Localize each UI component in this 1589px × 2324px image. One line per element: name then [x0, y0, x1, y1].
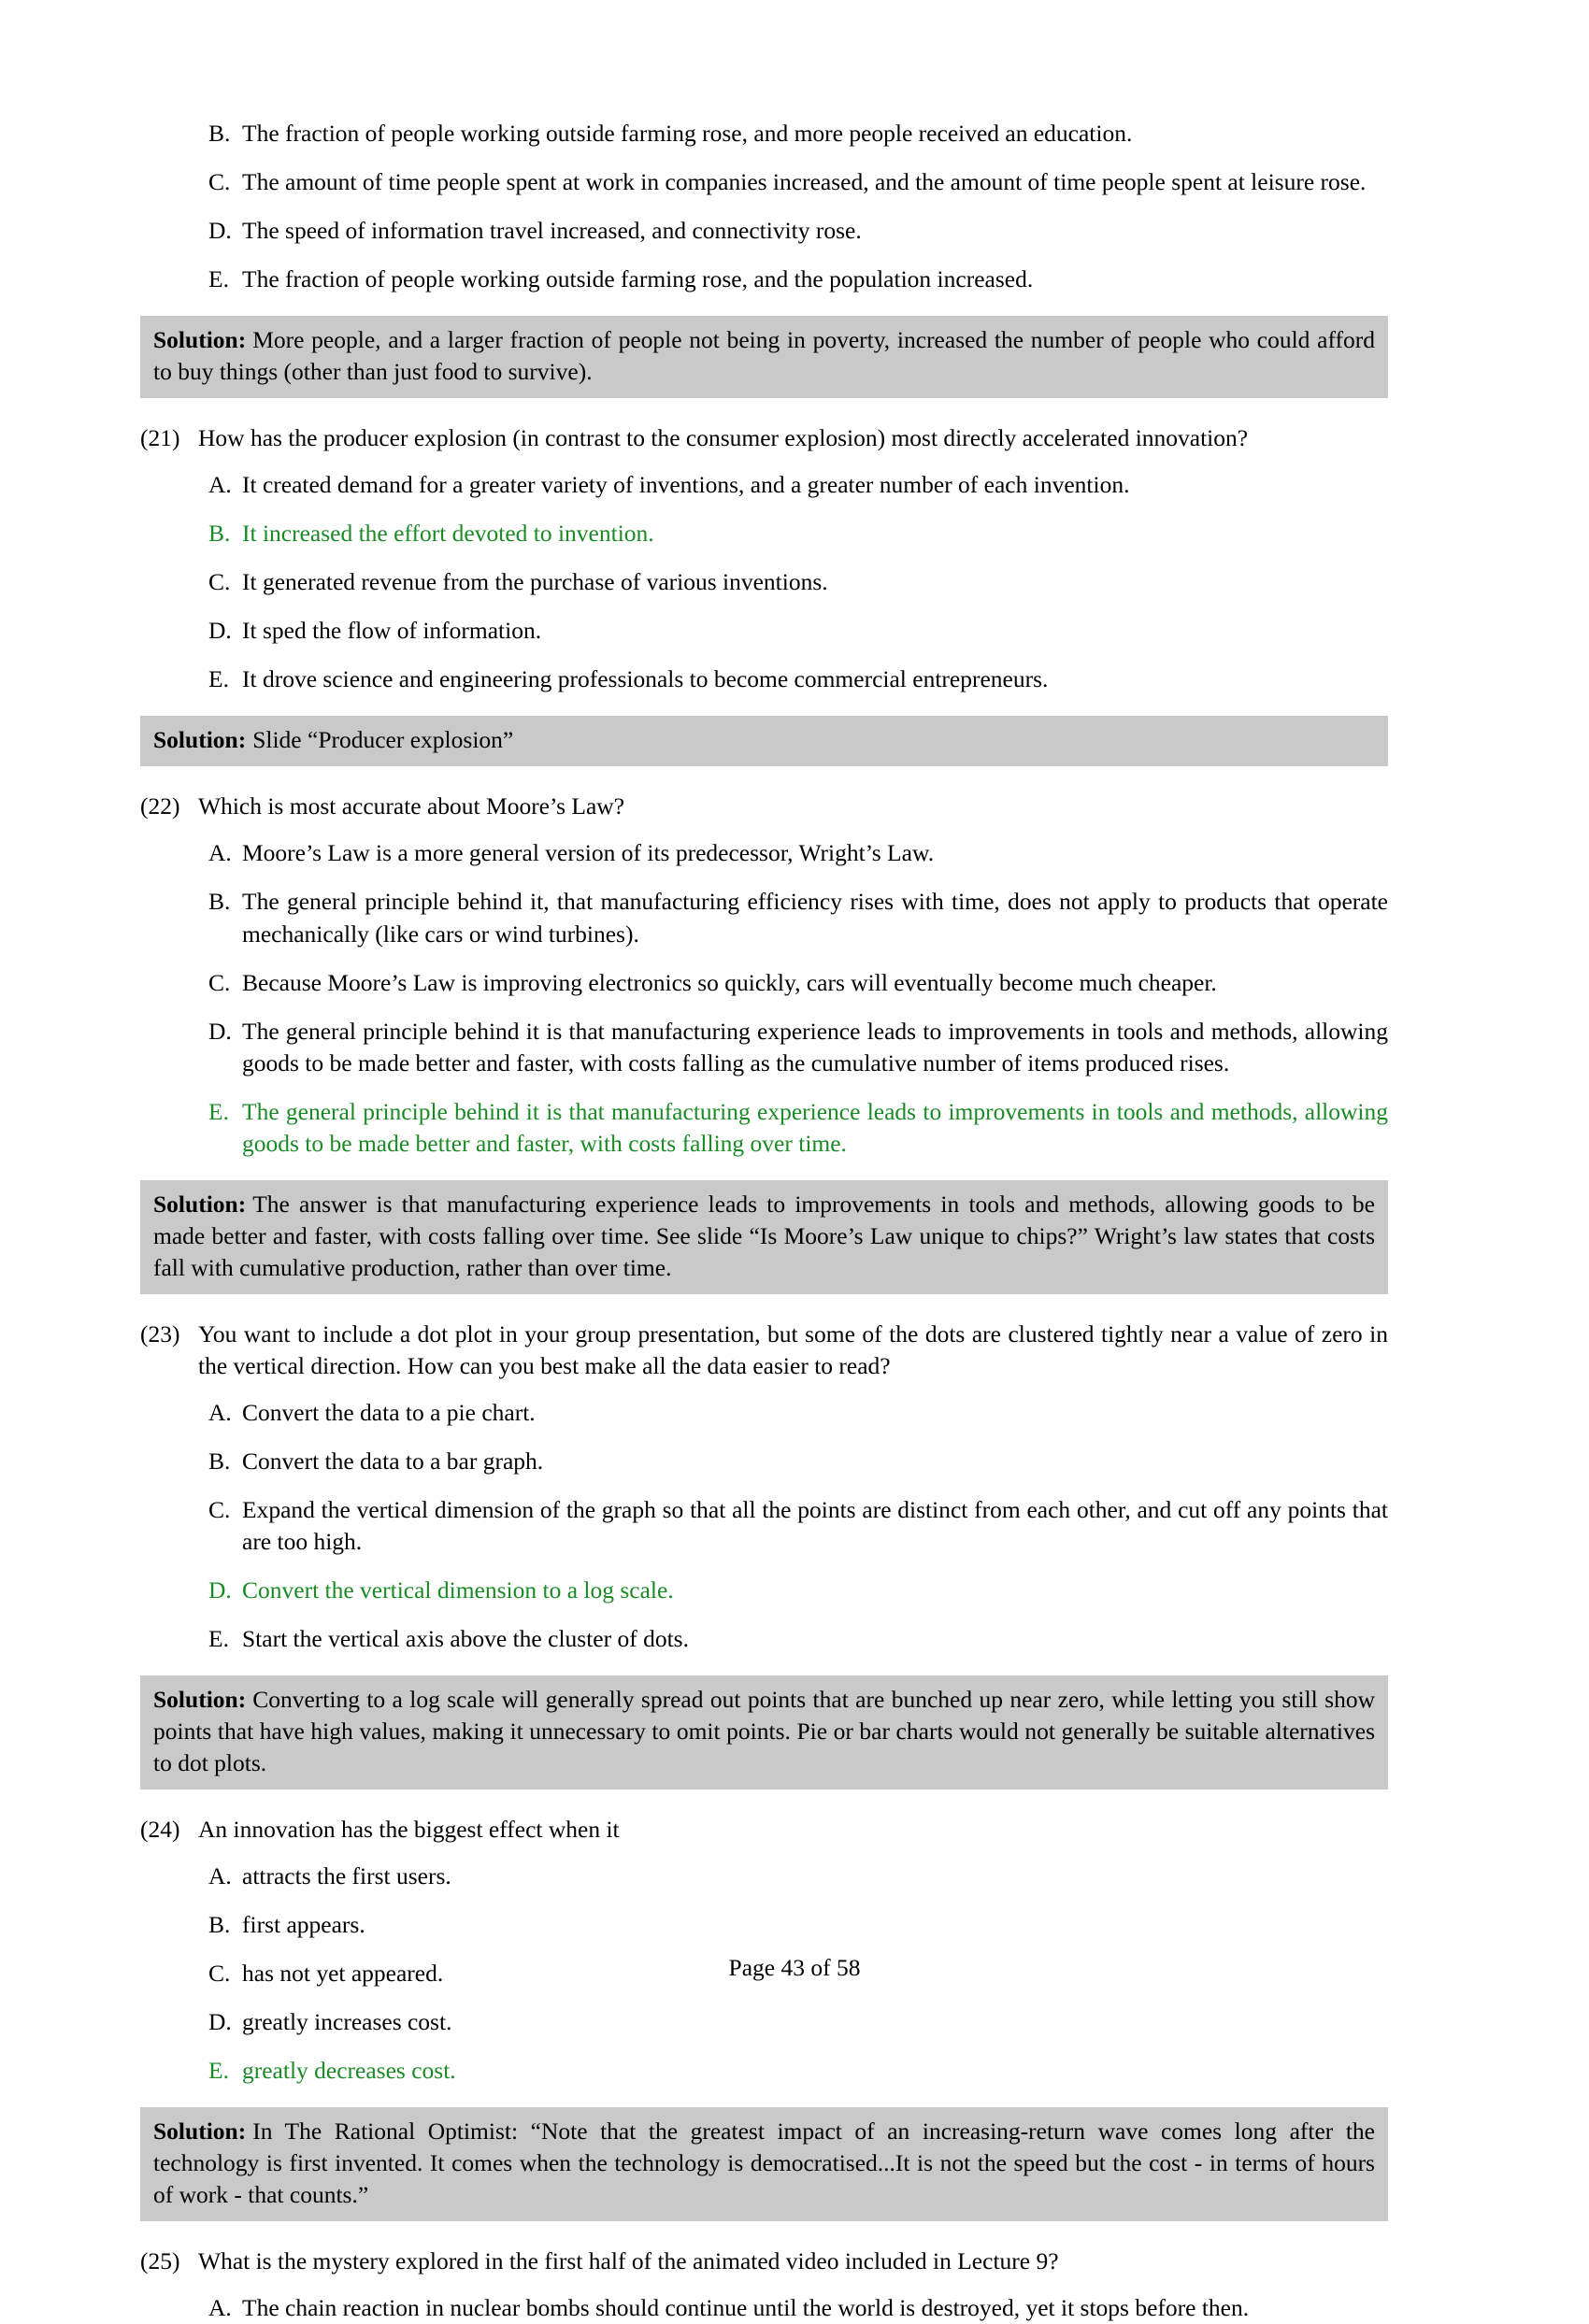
- answer-option[interactable]: [140, 2292, 1388, 2324]
- option-text: Start the vertical axis above the cluster of dots.: [242, 1625, 689, 1652]
- solution-text: Converting to a log scale will generally spread out points that are bunched up near zero, while letting you still show points that have high values, making it unnecessary to omit points. Pie or bar charts would not generally be suitable alternatives to dot plots.: [153, 1686, 1375, 1777]
- answer-option[interactable]: [140, 566, 1388, 598]
- option-text: The speed of information travel increased, and connectivity rose.: [242, 217, 862, 245]
- option-text: greatly decreases cost.: [242, 2057, 456, 2085]
- answer-option[interactable]: [140, 1494, 1388, 1558]
- answer-option[interactable]: [140, 1016, 1388, 1079]
- page-content: [140, 118, 1388, 2324]
- question-block: [140, 1319, 1388, 1789]
- answer-option[interactable]: [140, 2006, 1388, 2038]
- solution-text: In The Rational Optimist: “Note that the greatest impact of an increasing-return wave comes long after the technology is first invented. It comes when the technology is democratised...It is not the speed but the cost - in terms of hours of work - that counts.”: [153, 2117, 1375, 2209]
- solution-label: Solution:: [153, 326, 247, 354]
- option-list: [140, 2292, 1388, 2324]
- option-letter: E.: [208, 265, 229, 293]
- option-text: attracts the first users.: [242, 1862, 451, 1890]
- option-letter: C.: [208, 968, 231, 996]
- option-text: The fraction of people working outside farming rose, and more people received an education.: [242, 120, 1133, 147]
- option-letter: C.: [208, 568, 231, 596]
- question-prompt-row: [140, 1319, 1388, 1382]
- answer-option[interactable]: [140, 1096, 1388, 1160]
- answer-option[interactable]: [140, 1909, 1388, 1941]
- option-letter: D.: [208, 217, 232, 245]
- option-text: The general principle behind it is that manufacturing experience leads to improvements in tools and methods, allowing goods to be made better and faster, with costs falling over time.: [242, 1097, 1388, 1157]
- question-prompt-row: [140, 2246, 1388, 2277]
- option-letter: D.: [208, 1017, 232, 1045]
- question-text: An innovation has the biggest effect when it: [198, 1816, 620, 1844]
- answer-option[interactable]: [140, 469, 1388, 501]
- solution-text: The answer is that manufacturing experience leads to improvements in tools and methods, allowing goods to be made better and faster, with costs falling over time. See slide “Is Moore’s Law unique to chips?” Wright’s law states that costs fall with cumulative production, rather than over time.: [153, 1190, 1375, 1281]
- option-text: Moore’s Law is a more general version of its predecessor, Wright’s Law.: [242, 839, 935, 867]
- answer-option[interactable]: [140, 1861, 1388, 1892]
- option-text: has not yet appeared.: [242, 1960, 444, 1988]
- question-text: How has the producer explosion (in contrast to the consumer explosion) most directly accelerated innovation?: [198, 424, 1249, 452]
- option-text: Because Moore’s Law is improving electronics so quickly, cars will eventually become much cheaper.: [242, 968, 1217, 996]
- answer-option[interactable]: [140, 118, 1388, 150]
- question-text: Which is most accurate about Moore’s Law?: [198, 792, 625, 820]
- option-text: It sped the flow of information.: [242, 617, 542, 645]
- answer-option[interactable]: [140, 615, 1388, 647]
- option-letter: A.: [208, 839, 232, 867]
- option-letter: B.: [208, 520, 231, 548]
- option-text: Expand the vertical dimension of the graph so that all the points are distinct from each other, and cut off any points that are too high.: [242, 1495, 1388, 1555]
- solution-text: More people, and a larger fraction of people not being in poverty, increased the number of people who could afford to buy things (other than just food to survive).: [153, 326, 1375, 386]
- page-footer: Page 43 of 58: [728, 1954, 861, 1982]
- answer-option[interactable]: [140, 1397, 1388, 1429]
- solution-text: Slide “Producer explosion”: [252, 726, 514, 754]
- option-list: [140, 1397, 1388, 1655]
- answer-option[interactable]: [140, 1623, 1388, 1655]
- option-letter: A.: [208, 471, 232, 499]
- answer-option[interactable]: [140, 1575, 1388, 1606]
- solution-box: [140, 316, 1388, 398]
- solution-box: [140, 1180, 1388, 1294]
- option-text: Convert the data to a pie chart.: [242, 1398, 536, 1426]
- option-letter: E.: [208, 1097, 229, 1125]
- option-text: The amount of time people spent at work in companies increased, and the amount of time people spent at leisure rose.: [242, 168, 1367, 196]
- solution-box: [140, 716, 1388, 766]
- question-text: What is the mystery explored in the first half of the animated video included in Lecture 9?: [198, 2247, 1059, 2275]
- answer-option[interactable]: [140, 264, 1388, 295]
- solution-label: Solution:: [153, 1686, 247, 1714]
- option-letter: B.: [208, 1911, 231, 1939]
- question-number: (22): [140, 792, 180, 820]
- option-text: It created demand for a greater variety of inventions, and a greater number of each invention.: [242, 471, 1130, 499]
- option-letter: E.: [208, 1625, 229, 1652]
- option-list: [140, 837, 1388, 1159]
- answer-option[interactable]: [140, 886, 1388, 949]
- solution-box: [140, 2107, 1388, 2221]
- solution-box: [140, 1675, 1388, 1789]
- option-text: greatly increases cost.: [242, 2008, 452, 2036]
- answer-option[interactable]: [140, 1446, 1388, 1477]
- option-letter: B.: [208, 1447, 231, 1475]
- option-letter: A.: [208, 2294, 232, 2322]
- option-letter: B.: [208, 888, 231, 916]
- option-list: [140, 469, 1388, 695]
- solution-label: Solution:: [153, 2117, 247, 2146]
- answer-option[interactable]: [140, 518, 1388, 549]
- question-prompt-row: [140, 791, 1388, 822]
- option-text: It increased the effort devoted to invention.: [242, 520, 654, 548]
- answer-option[interactable]: [140, 166, 1388, 198]
- solution-label: Solution:: [153, 726, 247, 754]
- option-letter: D.: [208, 1575, 232, 1604]
- question-number: (25): [140, 2247, 180, 2275]
- option-letter: C.: [208, 1495, 231, 1523]
- answer-option[interactable]: [140, 215, 1388, 247]
- option-text: The chain reaction in nuclear bombs should continue until the world is destroyed, yet it stops before then.: [242, 2294, 1250, 2322]
- option-text: It generated revenue from the purchase of various inventions.: [242, 568, 828, 596]
- option-letter: D.: [208, 2008, 232, 2036]
- option-text: The general principle behind it, that manufacturing efficiency rises with time, does not apply to products that operate mechanically (like cars or wind turbines).: [242, 888, 1388, 948]
- answer-option[interactable]: [140, 663, 1388, 695]
- option-letter: C.: [208, 1960, 231, 1988]
- question-block: [140, 791, 1388, 1293]
- option-text: Convert the data to a bar graph.: [242, 1447, 544, 1475]
- option-text: The general principle behind it is that manufacturing experience leads to improvements in tools and methods, allowing goods to be made better and faster, with costs falling as the cumulative number of items produced rises.: [242, 1017, 1388, 1076]
- option-text: Convert the vertical dimension to a log scale.: [242, 1575, 674, 1604]
- question-number: (23): [140, 1319, 180, 1347]
- solution-label: Solution:: [153, 1190, 247, 1218]
- option-text: first appears.: [242, 1911, 365, 1939]
- question-prompt-row: [140, 422, 1388, 454]
- option-text: It drove science and engineering professionals to become commercial entrepreneurs.: [242, 665, 1049, 693]
- answer-option[interactable]: [140, 837, 1388, 869]
- option-letter: E.: [208, 665, 229, 693]
- question-number: (21): [140, 424, 180, 452]
- option-letter: A.: [208, 1398, 232, 1426]
- question-text: You want to include a dot plot in your group presentation, but some of the dots are clustered tightly near a value of zero in the vertical direction. How can you best make all the data easier to read?: [198, 1319, 1388, 1379]
- answer-option[interactable]: [140, 967, 1388, 999]
- option-letter: B.: [208, 120, 231, 147]
- option-letter: A.: [208, 1862, 232, 1890]
- option-letter: C.: [208, 168, 231, 196]
- option-letter: E.: [208, 2057, 229, 2085]
- continued-question: [140, 118, 1388, 398]
- question-block: [140, 422, 1388, 766]
- answer-option[interactable]: [140, 2055, 1388, 2087]
- question-number: (24): [140, 1816, 180, 1844]
- question-block: [140, 2246, 1388, 2324]
- option-list: [140, 118, 1388, 295]
- question-prompt-row: [140, 1814, 1388, 1846]
- option-letter: D.: [208, 617, 232, 645]
- option-text: The fraction of people working outside farming rose, and the population increased.: [242, 265, 1034, 293]
- question-block: [140, 1814, 1388, 2221]
